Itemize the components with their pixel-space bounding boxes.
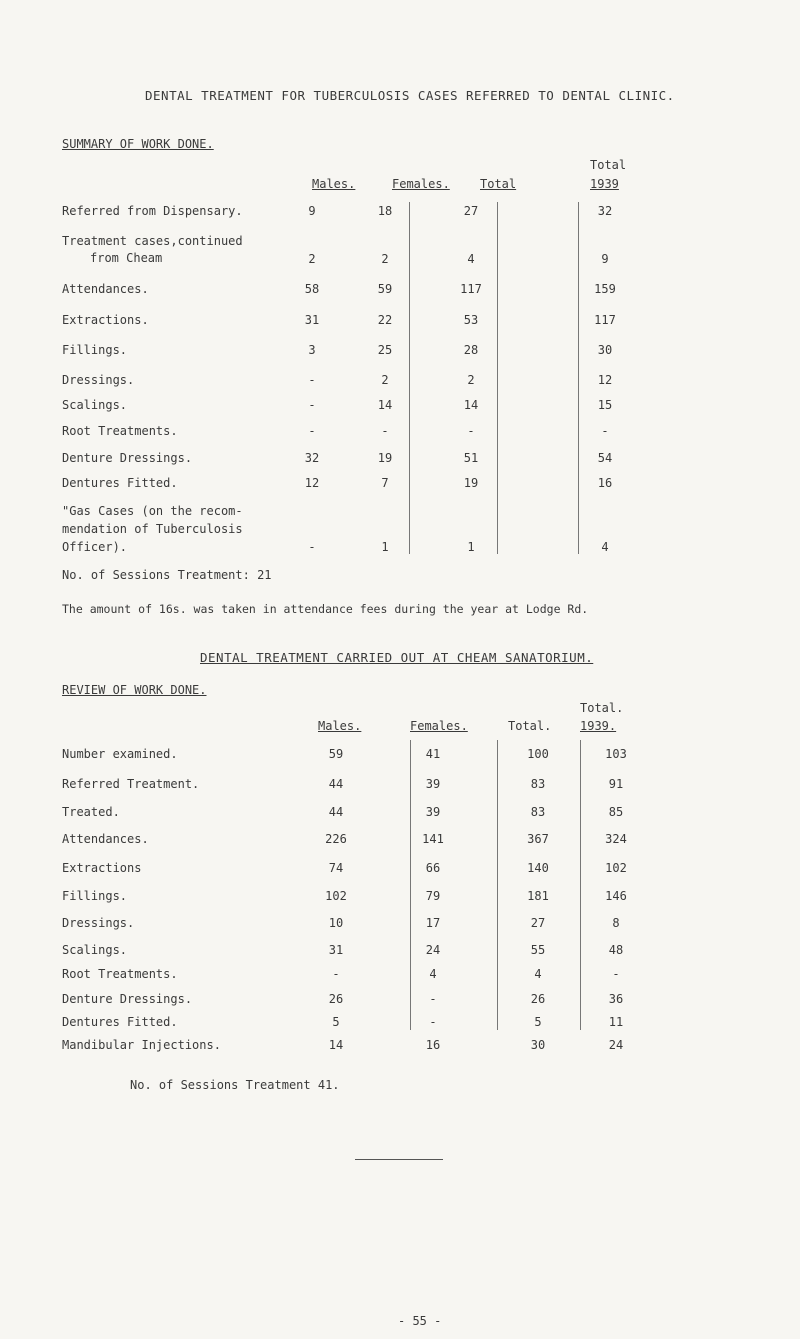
row-label: Attendances. — [62, 282, 149, 296]
t2-divider-2 — [497, 740, 498, 1030]
row-label: Treated. — [62, 805, 120, 819]
cell-total-1939: 85 — [608, 805, 624, 819]
cell-males: 5 — [332, 1015, 340, 1029]
cell-males: 10 — [328, 916, 344, 930]
row-label: Referred from Dispensary. — [62, 204, 243, 218]
cell-total-1939: 9 — [601, 252, 609, 266]
cell-females: 39 — [425, 777, 441, 791]
row-label-line2: mendation of Tuberculosis — [62, 522, 243, 536]
cell-females: 2 — [381, 373, 389, 387]
page-number: - 55 - — [398, 1314, 442, 1328]
cell-females: 66 — [425, 861, 441, 875]
t1-divider-2 — [497, 202, 498, 554]
row-label: Treatment cases,continued — [62, 234, 243, 248]
cell-total-1939: 4 — [601, 540, 609, 554]
cell-males: 31 — [328, 943, 344, 957]
row-label: Dentures Fitted. — [62, 476, 178, 490]
cell-males: 3 — [308, 343, 316, 357]
cell-total: 53 — [463, 313, 479, 327]
page-heading-cheam-sanatorium: DENTAL TREATMENT CARRIED OUT AT CHEAM SANATORIUM. — [200, 650, 594, 665]
row-label: Scalings. — [62, 943, 128, 957]
cell-males: 58 — [304, 282, 320, 296]
cell-females: - — [429, 992, 437, 1006]
cell-males: 226 — [325, 832, 347, 846]
t1-header-1939: 1939 — [590, 177, 619, 191]
row-label: Mandibular Injections. — [62, 1038, 221, 1052]
cell-males: 44 — [328, 777, 344, 791]
cell-total-1939: 11 — [608, 1015, 624, 1029]
cell-females: 19 — [377, 451, 393, 465]
cell-total-1939: 8 — [612, 916, 620, 930]
row-label-line2: from Cheam — [90, 251, 163, 265]
section-divider — [355, 1159, 443, 1160]
cell-total-1939: 48 — [608, 943, 624, 957]
cell-total: 51 — [463, 451, 479, 465]
cell-total: 14 — [463, 398, 479, 412]
cell-males: 32 — [304, 451, 320, 465]
cell-total-1939: 102 — [605, 861, 627, 875]
cell-total: - — [467, 424, 475, 438]
cell-total-1939: 12 — [597, 373, 613, 387]
cell-total: 30 — [530, 1038, 546, 1052]
cell-total: 100 — [527, 747, 549, 761]
cell-females: 7 — [381, 476, 389, 490]
cell-females: 1 — [381, 540, 389, 554]
cell-total: 19 — [463, 476, 479, 490]
cell-males: 59 — [328, 747, 344, 761]
cell-total: 2 — [467, 373, 475, 387]
cell-total-1939: 146 — [605, 889, 627, 903]
row-label: Extractions — [62, 861, 142, 875]
cell-females: 22 — [377, 313, 393, 327]
cell-total-1939: 24 — [608, 1038, 624, 1052]
cell-females: 24 — [425, 943, 441, 957]
cell-total-1939: - — [601, 424, 609, 438]
cell-total-1939: 16 — [597, 476, 613, 490]
cell-total: 140 — [527, 861, 549, 875]
row-label: Dentures Fitted. — [62, 1015, 178, 1029]
cell-total-1939: 30 — [597, 343, 613, 357]
row-label: Number examined. — [62, 747, 178, 761]
row-label: Denture Dressings. — [62, 992, 193, 1006]
t2-header-total: Total. — [508, 719, 552, 733]
row-label: Scalings. — [62, 398, 128, 412]
cell-total: 4 — [467, 252, 475, 266]
t2-sessions-count: No. of Sessions Treatment 41. — [130, 1078, 340, 1092]
cell-total: 181 — [527, 889, 549, 903]
t1-header-females: Females. — [392, 177, 450, 191]
cell-total: 28 — [463, 343, 479, 357]
cell-total-1939: 36 — [608, 992, 624, 1006]
t1-header-total: Total — [480, 177, 517, 191]
page-heading-tuberculosis-dental: DENTAL TREATMENT FOR TUBERCULOSIS CASES REFERRED TO DENTAL CLINIC. — [145, 88, 675, 103]
cell-total: 4 — [534, 967, 542, 981]
cell-males: - — [308, 398, 316, 412]
row-label: Root Treatments. — [62, 424, 178, 438]
cell-males: 2 — [308, 252, 316, 266]
cell-total: 117 — [460, 282, 482, 296]
t1-header-total-year: Total — [590, 158, 627, 172]
cell-females: 141 — [422, 832, 444, 846]
cell-males: - — [308, 373, 316, 387]
row-label: Denture Dressings. — [62, 451, 193, 465]
cell-females: 59 — [377, 282, 393, 296]
cell-total: 5 — [534, 1015, 542, 1029]
t1-header-males: Males. — [312, 177, 356, 191]
cell-total-1939: 117 — [594, 313, 616, 327]
cell-total-1939: - — [612, 967, 620, 981]
row-label: Extractions. — [62, 313, 149, 327]
cell-total: 26 — [530, 992, 546, 1006]
cell-males: 44 — [328, 805, 344, 819]
cell-total: 27 — [530, 916, 546, 930]
cell-total: 367 — [527, 832, 549, 846]
cell-females: 79 — [425, 889, 441, 903]
cell-total-1939: 54 — [597, 451, 613, 465]
cell-total: 1 — [467, 540, 475, 554]
cell-females: 25 — [377, 343, 393, 357]
cell-males: 26 — [328, 992, 344, 1006]
cell-males: 12 — [304, 476, 320, 490]
cell-males: 74 — [328, 861, 344, 875]
row-label-line3: Officer). — [62, 540, 128, 554]
cell-total: 27 — [463, 204, 479, 218]
t2-header-females: Females. — [410, 719, 468, 733]
row-label: Fillings. — [62, 889, 128, 903]
cell-males: 9 — [308, 204, 316, 218]
cell-males: - — [332, 967, 340, 981]
fees-note: The amount of 16s. was taken in attendance fees during the year at Lodge Rd. — [62, 602, 589, 616]
cell-males: 31 — [304, 313, 320, 327]
cell-total: 83 — [530, 777, 546, 791]
cell-females: 17 — [425, 916, 441, 930]
review-title: REVIEW OF WORK DONE. — [62, 683, 207, 697]
cell-females: 4 — [429, 967, 437, 981]
cell-females: 2 — [381, 252, 389, 266]
cell-total-1939: 324 — [605, 832, 627, 846]
t2-header-1939: 1939. — [580, 719, 617, 733]
summary-title: SUMMARY OF WORK DONE. — [62, 137, 214, 151]
cell-total-1939: 103 — [605, 747, 627, 761]
row-label: Referred Treatment. — [62, 777, 200, 791]
cell-females: - — [429, 1015, 437, 1029]
cell-total-1939: 91 — [608, 777, 624, 791]
cell-females: 16 — [425, 1038, 441, 1052]
t1-sessions-count: No. of Sessions Treatment: 21 — [62, 568, 272, 582]
cell-total-1939: 15 — [597, 398, 613, 412]
cell-total-1939: 159 — [594, 282, 616, 296]
cell-females: 18 — [377, 204, 393, 218]
row-label: Dressings. — [62, 916, 135, 930]
t1-divider-3 — [578, 202, 579, 554]
row-label: "Gas Cases (on the recom- — [62, 504, 243, 518]
t2-header-total-year: Total. — [580, 701, 624, 715]
cell-total: 55 — [530, 943, 546, 957]
t2-divider-3 — [580, 740, 581, 1030]
cell-total-1939: 32 — [597, 204, 613, 218]
cell-females: - — [381, 424, 389, 438]
row-label: Attendances. — [62, 832, 149, 846]
cell-total: 83 — [530, 805, 546, 819]
row-label: Root Treatments. — [62, 967, 178, 981]
t2-header-males: Males. — [318, 719, 362, 733]
row-label: Fillings. — [62, 343, 128, 357]
row-label: Dressings. — [62, 373, 135, 387]
cell-females: 41 — [425, 747, 441, 761]
cell-females: 39 — [425, 805, 441, 819]
cell-males: - — [308, 424, 316, 438]
cell-males: 102 — [325, 889, 347, 903]
cell-males: 14 — [328, 1038, 344, 1052]
cell-females: 14 — [377, 398, 393, 412]
cell-males: - — [308, 540, 316, 554]
